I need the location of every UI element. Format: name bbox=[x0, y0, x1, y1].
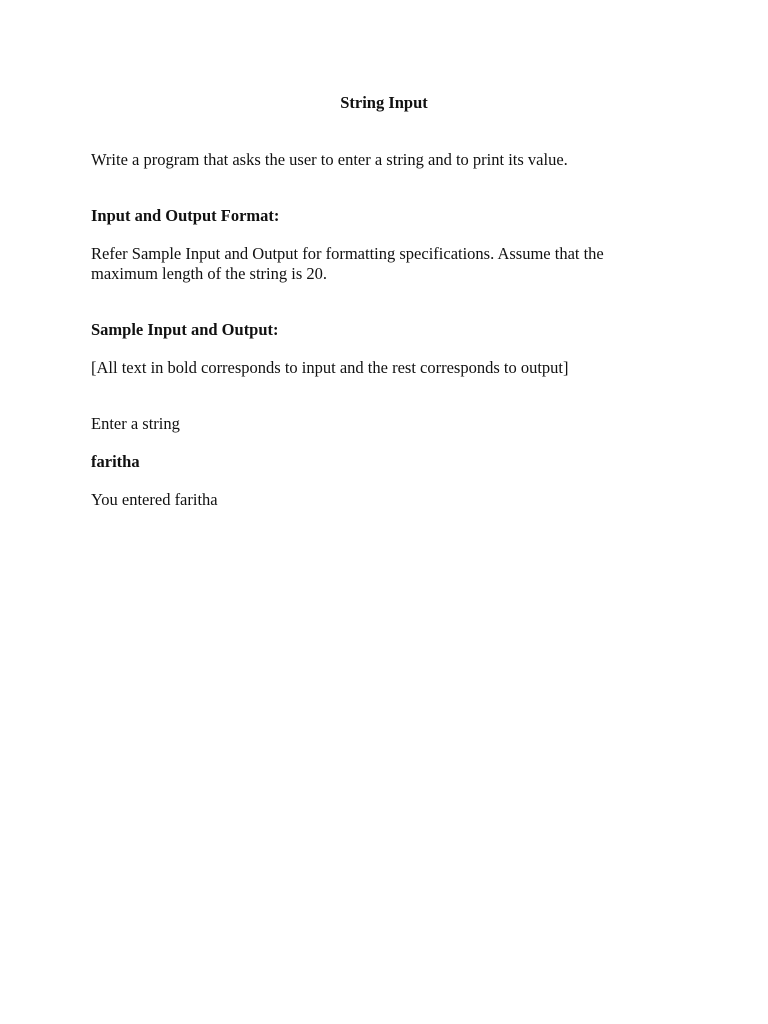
sample-output: You entered faritha bbox=[91, 490, 218, 509]
format-heading: Input and Output Format: bbox=[91, 206, 280, 225]
sample-heading: Sample Input and Output: bbox=[91, 320, 279, 339]
page-title: String Input bbox=[340, 93, 428, 112]
problem-statement: Write a program that asks the user to enter a string and to print its value. bbox=[91, 150, 568, 169]
sample-prompt: Enter a string bbox=[91, 414, 180, 433]
sample-input: faritha bbox=[91, 452, 140, 471]
sample-note: [All text in bold corresponds to input and the rest corresponds to output] bbox=[91, 358, 569, 377]
format-text-line-1: Refer Sample Input and Output for formatting specifications. Assume that the bbox=[91, 244, 604, 263]
format-text-line-2: maximum length of the string is 20. bbox=[91, 264, 328, 283]
